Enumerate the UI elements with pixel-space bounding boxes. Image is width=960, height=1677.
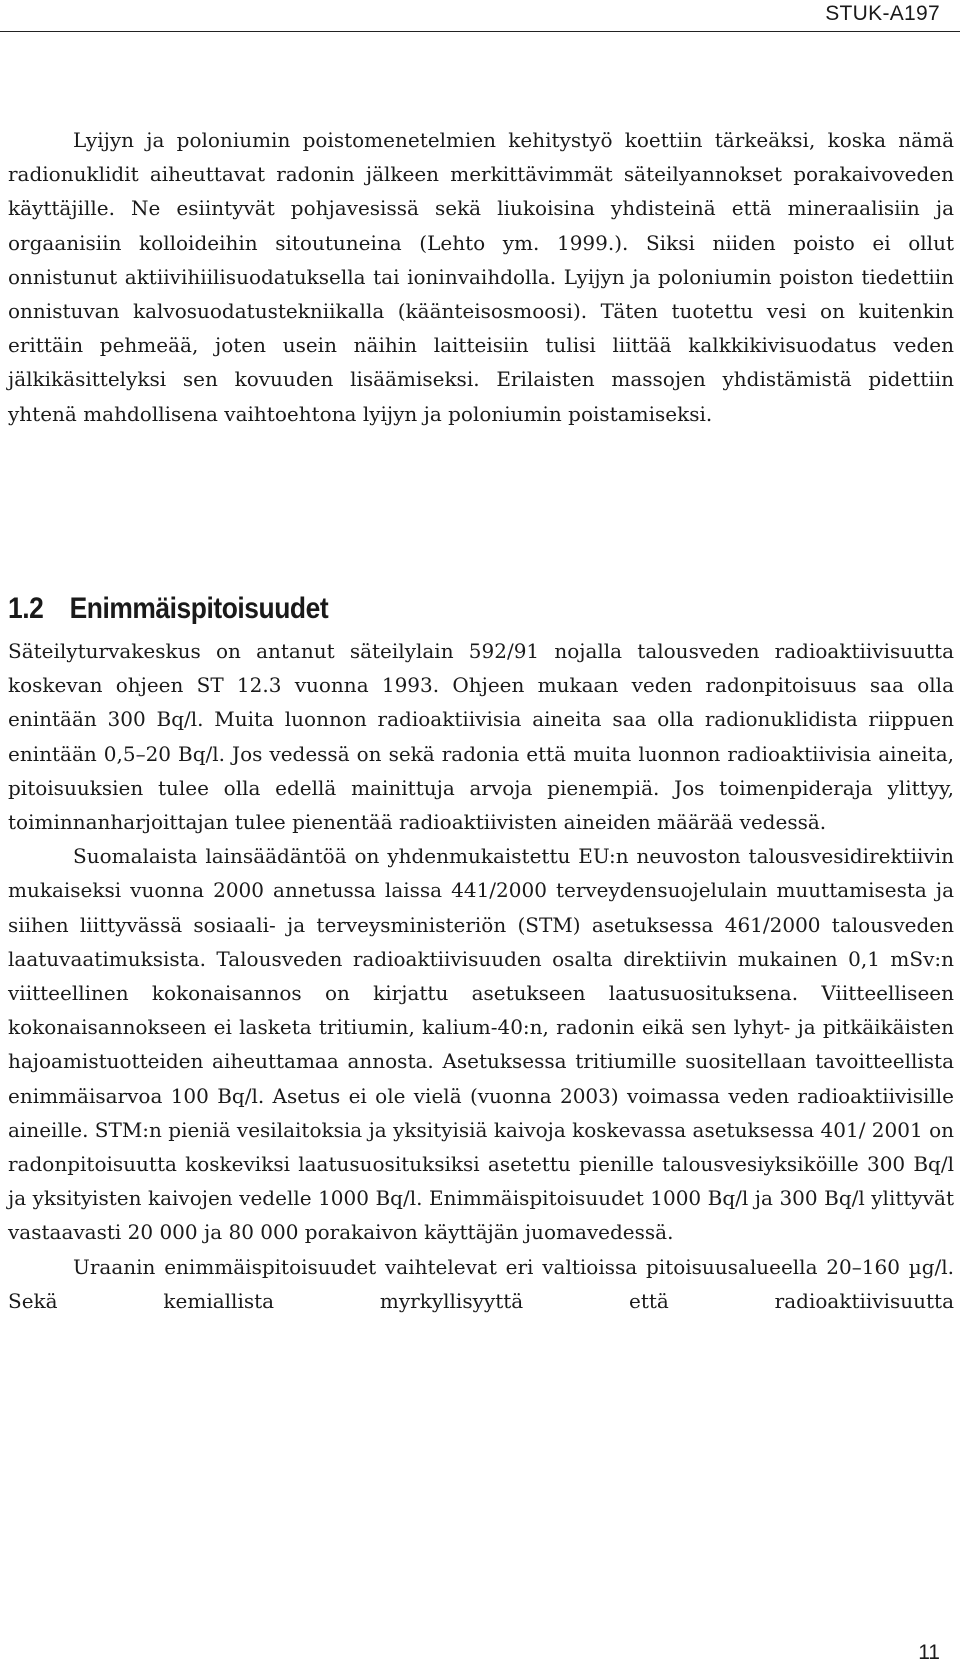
- intro-text-block: [8, 123, 954, 431]
- header-rule: [0, 31, 960, 32]
- paragraph-eu-directive: Suomalaista lainsäädäntöä on yhdenmukaistettu EU:n neuvoston talousvesidirektiivin mukaiseksi vuonna 2000 annetussa laissa 441/2000 terveydensuojelulain muuttamisesta ja siihen liittyvässä sosiaali- ja terveysministeriön (STM) asetuksessa 461/2000 talousveden laatuvaatimuksista. Talousveden radioaktiivisuuden osalta direktiivin mukainen 0,1 mSv:n viitteellinen kokonaisannos on kirjattu asetukseen laatusuosituksena. Viitteelliseen kokonaisannokseen ei lasketa tritiumin, kalium-40:n, radonin eikä sen lyhyt- ja pitkäikäisten hajoamistuotteiden aiheuttamaa annosta. Asetuksessa tritiumille suositellaan tavoitteellista enimmäisarvoa 100 Bq/l. Asetus ei ole vielä (vuonna 2003) voimassa veden radioaktiivisille aineille. STM:n pieniä vesilaitoksia ja yksityisiä kaivoja koskevassa asetuksessa 401/ 2001 on radonpitoisuutta koskeviksi laatusuosituksiksi asetettu pienille talousvesiyksiköille 300 Bq/l ja yksityisten kaivojen vedelle 1000 Bq/l. Enimmäispitoisuudet 1000 Bq/l ja 300 Bq/l ylittyvät vastaavasti 20 000 ja 80 000 porakaivon käyttäjän juomavedessä.: [8, 844, 954, 1245]
- paragraph-lead-polonium-removal: Lyijyn ja poloniumin poistomenetelmien kehitystyö koettiin tärkeäksi, koska nämä radionuklidit aiheuttavat radonin jälkeen merkittävimmät säteilyannokset porakaivoveden käyttäjille. Ne esiintyvät pohjavesissä sekä liukoisina yhdisteinä että mineraalisiin ja orgaanisiin kolloideihin sitoutuneina (Lehto ym. 1999.). Siksi niiden poisto ei ollut onnistunut aktiivihiilisuodatuksella tai ioninvaihdolla. Lyijyn ja poloniumin poiston tiedettiin onnistuvan kalvosuodatustekniikalla (käänteisosmoosi). Täten tuotettu vesi on kuitenkin erittäin pehmeää, joten usein näihin laitteisiin tulisi liittää kalkkikivisuodatus veden jälkikäsittelyksi sen kovuuden lisäämiseksi. Erilaisten massojen yhdistämistä pidettiin yhtenä mahdollisena vaihtoehtona lyijyn ja poloniumin poistamiseksi.: [8, 128, 954, 426]
- section-title: Enimmäispitoisuudet: [69, 592, 329, 625]
- section-number: 1.2: [8, 592, 44, 625]
- paragraph-st-guide: Säteilyturvakeskus on antanut säteilylain 592/91 nojalla talousveden radioaktiivisuutta koskevan ohjeen ST 12.3 vuonna 1993. Ohjeen mukaan veden radonpitoisuus saa olla enintään 300 Bq/l. Muita luonnon radioaktiivisia aineita saa olla radionuklidista riippuen enintään 0,5–20 Bq/l. Jos vedessä on sekä radonia että muita luonnon radioaktiivisia aineita, pitoisuuksien tulee olla edellä mainittuja arvoja pienempiä. Jos toimenpideraja ylittyy, toiminnanharjoittajan tulee pienentää radioaktiivisten aineiden määrää vedessä.: [8, 639, 954, 835]
- section-text-block: [8, 634, 954, 1318]
- paragraph-uranium-limits: Uraanin enimmäispitoisuudet vaihtelevat eri valtioissa pitoisuusalueella 20–160 µg/l. Sekä kemiallista myrkyllisyyttä että radioaktiivisuutta: [8, 1254, 954, 1313]
- page-number: 11: [918, 1641, 940, 1664]
- running-head-series-id: STUK-A197: [825, 2, 940, 25]
- section-heading: [8, 592, 328, 626]
